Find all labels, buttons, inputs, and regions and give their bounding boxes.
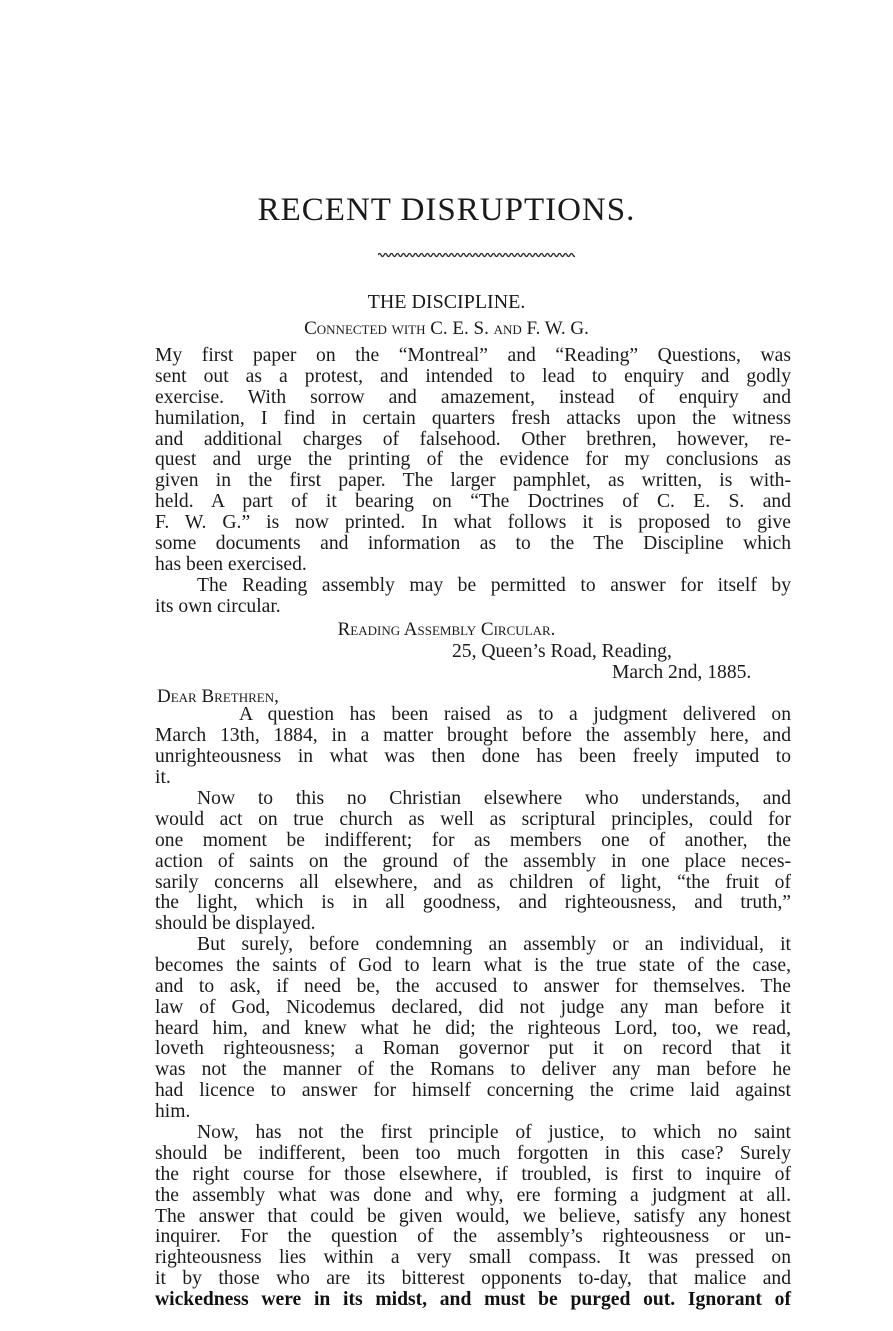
text-line: it by those who are its bitterest opponents to-day, that malice and <box>155 1268 791 1290</box>
text-line: The Reading assembly may be permitted to answer for itself by <box>197 575 791 596</box>
text-line: held. A part of it bearing on “The Doctrines of C. E. S. and <box>155 491 791 513</box>
text-line: Now to this no Christian elsewhere who understands, and <box>197 788 791 809</box>
text-line: Now, has not the first principle of justice, to which no saint <box>197 1122 791 1143</box>
text-line: should be indifferent, been too much forgotten in this case? Surely <box>155 1142 791 1164</box>
text-line: inquirer. For the question of the assembly’s righteousness or un- <box>155 1226 791 1248</box>
text-line: righteousness lies within a very small compass. It was pressed on <box>155 1247 791 1269</box>
intro-paragraph <box>155 346 791 576</box>
text-line: exercise. With sorrow and amazement, instead of enquiry and <box>155 386 791 408</box>
text-line: has been exercised. <box>155 553 307 575</box>
text-line: would act on true church as well as scriptural principles, could for <box>155 808 791 830</box>
text-line: March 13th, 1884, in a matter brought before the assembly here, and <box>155 724 791 746</box>
text-line: should be displayed. <box>155 913 316 935</box>
section-subheading: Connected with C. E. S. and F. W. G. <box>304 318 589 339</box>
text-line: one moment be indifferent; for as members one of another, the <box>155 829 791 851</box>
text-line: and to ask, if need be, the accused to answer for themselves. The <box>155 975 791 997</box>
text-line: sarily concerns all elsewhere, and as children of light, “the fruit of <box>155 871 791 893</box>
text-line: humilation, I find in certain quarters fresh attacks upon the witness <box>155 407 791 429</box>
paragraph-christian <box>155 789 791 935</box>
text-line: The answer that could be given would, we believe, satisfy any honest <box>155 1205 791 1227</box>
text-line: the assembly what was done and why, ere forming a judgment at all. <box>155 1184 791 1206</box>
text-line: given in the first paper. The larger pamphlet, as written, is with- <box>155 470 791 492</box>
circular-heading: Reading Assembly Circular. <box>337 619 556 640</box>
text-line: action of saints on the ground of the assembly in one place neces- <box>155 850 791 872</box>
text-line: its own circular. <box>155 595 281 617</box>
page-title: RECENT DISRUPTIONS. <box>257 192 636 228</box>
paragraph-judgment <box>155 705 791 789</box>
text-line: sent out as a protest, and intended to lead to enquiry and godly <box>155 365 791 387</box>
text-line: the right course for those elsewhere, if troubled, is first to inquire of <box>155 1163 791 1185</box>
text-line: loveth righteousness; a Roman governor put it on record that it <box>155 1038 791 1060</box>
text-line: had licence to answer for himself concerning the crime laid against <box>155 1080 791 1102</box>
text-line: becomes the saints of God to learn what is the true state of the case, <box>155 954 791 976</box>
text-line: unrighteousness in what was then done has been freely imputed to <box>155 745 791 767</box>
text-line: wickedness were in its midst, and must be purged out. Ignorant of <box>155 1289 791 1311</box>
text-line: F. W. G.” is now printed. In what follows it is proposed to give <box>155 512 791 534</box>
ornamental-divider <box>378 249 575 261</box>
paragraph-justice <box>155 1123 791 1311</box>
text-line: A question has been raised as to a judgment delivered on <box>239 704 791 725</box>
text-line: it. <box>155 766 171 788</box>
section-heading: THE DISCIPLINE. <box>367 291 526 313</box>
paragraph-surely <box>155 935 791 1123</box>
circular-address: 25, Queen’s Road, Reading, <box>452 641 672 662</box>
text-line: My first paper on the “Montreal” and “Reading” Questions, was <box>155 345 791 366</box>
text-line: law of God, Nicodemus declared, did not judge any man before it <box>155 996 791 1018</box>
circular-date: March 2nd, 1885. <box>612 662 752 683</box>
text-line: and additional charges of falsehood. Other brethren, however, re- <box>155 428 791 450</box>
text-line: quest and urge the printing of the evidence for my conclusions as <box>155 449 791 471</box>
salutation: Dear Brethren, <box>157 686 279 707</box>
text-line: him. <box>155 1101 191 1123</box>
text-line: heard him, and knew what he did; the righteous Lord, too, we read, <box>155 1017 791 1039</box>
text-line: the light, which is in all goodness, and righteousness, and truth,” <box>155 892 791 914</box>
text-line: But surely, before condemning an assembly or an individual, it <box>197 934 791 955</box>
reading-paragraph <box>155 576 791 618</box>
text-line: was not the manner of the Romans to deliver any man before he <box>155 1059 791 1081</box>
text-line: some documents and information as to the The Discipline which <box>155 533 791 555</box>
